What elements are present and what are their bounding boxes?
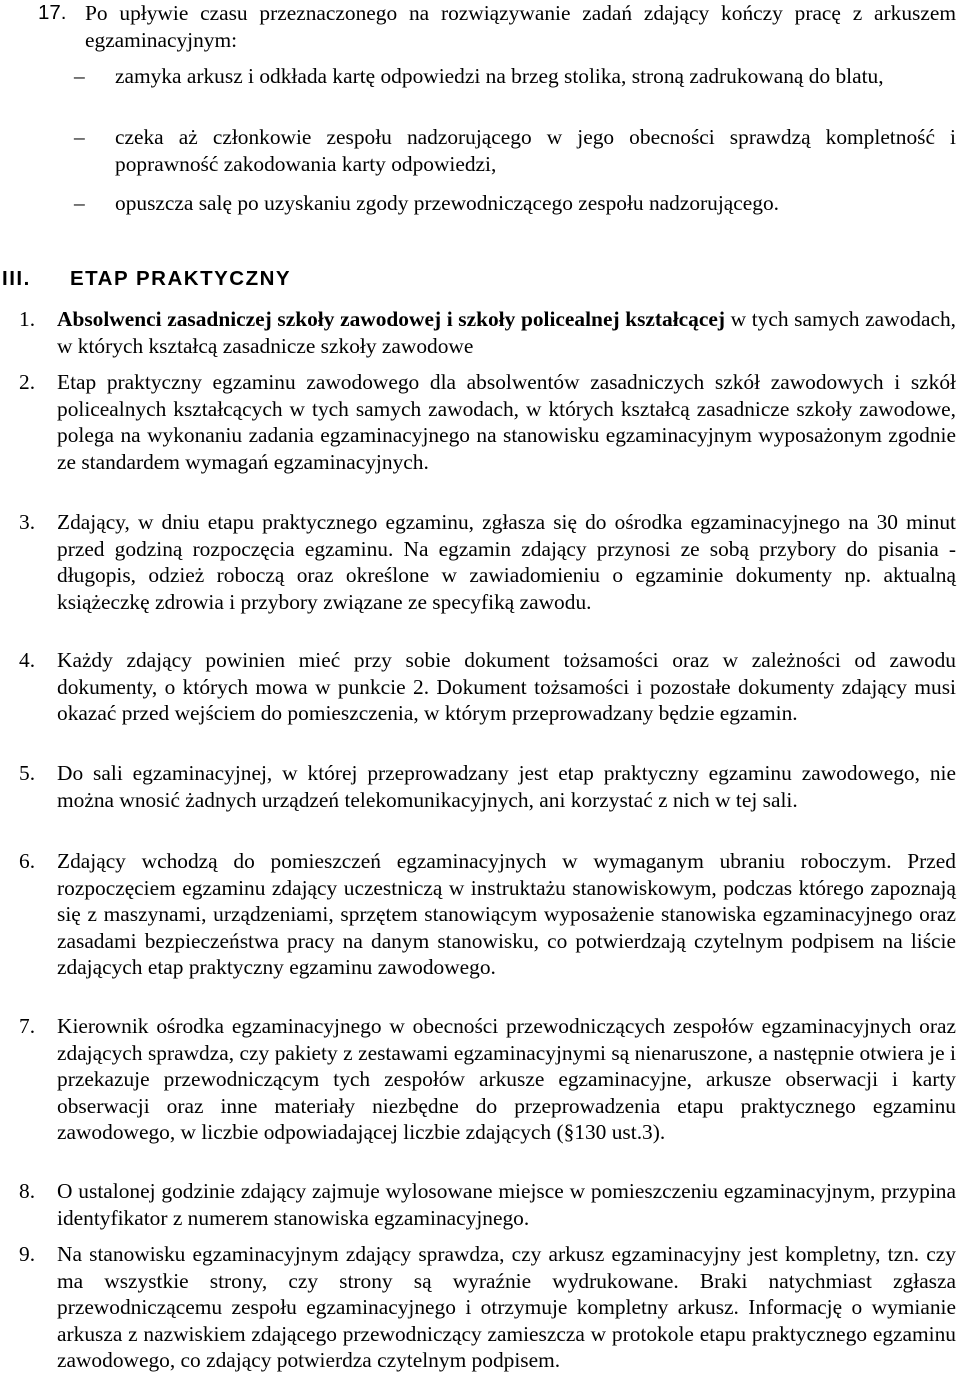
item-number: 5. xyxy=(19,761,36,785)
item-number: 6. xyxy=(19,849,36,873)
item-number: 2. xyxy=(19,370,36,394)
dash-list-item: – zamyka arkusz i odkłada kartę odpowiedzi na brzeg stolika, stroną zadrukowaną do blatu, xyxy=(74,63,956,90)
dash-list xyxy=(74,124,956,177)
item-text: Kierownik ośrodka egzaminacyjnego w obecności przewodniczących zespołów egzaminacyjnych oraz zdających sprawdza, czy pakiety z zestawami egzaminacyjnymi są nienaruszone, a następnie otwiera je i przekazuje przewodniczącym tych zespołów arkusze egzaminacyjne, arkusze obserwacji i karty obserwacji oraz inne materiały niezbędne do przeprowadzenia etapu praktycznego egzaminu zawodowego, w liczbie odpowiadającej liczbie zdających (§130 ust.3). xyxy=(57,1014,956,1145)
numbered-item xyxy=(19,1178,956,1231)
section-number: III. xyxy=(2,267,31,290)
numbered-list xyxy=(19,1178,956,1231)
item-number: 17. xyxy=(38,1,67,24)
numbered-item-17 xyxy=(38,0,956,53)
item-text: w tych samych zawodach, w których kształcą zasadnicze szkoły zawodowe xyxy=(57,307,956,358)
numbered-item xyxy=(19,1241,956,1374)
item-number: 4. xyxy=(19,648,36,672)
item-text: Etap praktyczny egzaminu zawodowego dla absolwentów zasadniczych szkół zawodowych i szkół policealnych kształcących w tych samych zawodach, w których kształcą zasadnicze szkoły zawodowe, polega na wykonaniu zadania egzaminacyjnego na stanowisku egzaminacyjnym wyposażonym zgodnie ze standardem wymagań egzaminacyjnych. xyxy=(57,370,956,474)
item-text-bold: Absolwenci zasadniczej szkoły zawodowej i szkoły policealnej kształcącej xyxy=(57,307,725,331)
item-number: 7. xyxy=(19,1014,36,1038)
dash-list-item: – czeka aż członkowie zespołu nadzorującego w jego obecności sprawdzą kompletność i poprawność zakodowania karty odpowiedzi, xyxy=(74,124,956,177)
item-text: Każdy zdający powinien mieć przy sobie dokument tożsamości oraz w zależności od zawodu dokumenty, o których mowa w punkcie 2. Dokument tożsamości i pozostałe dokumenty zdający musi okazać przed wejściem do pomieszczenia, w którym przeprowadzany będzie egzamin. xyxy=(57,648,956,726)
numbered-list xyxy=(19,848,956,981)
numbered-item xyxy=(19,509,956,615)
section-title: ETAP PRAKTYCZNY xyxy=(70,267,292,290)
item-text: Na stanowisku egzaminacyjnym zdający sprawdza, czy arkusz egzaminacyjny jest kompletny, tzn. czy ma wszystkie strony, czy strony są wyraźnie wydrukowane. Braki natychmiast zgłasza przewodniczącemu zespołu egzaminacyjnego i otrzymuje kompletny arkusz. Informację o wymianie arkusza z nazwiskiem zdającego przewodniczący zamieszcza w protokole etapu praktycznego egzaminu zawodowego, co zdający potwierdza czytelnym podpisem. xyxy=(57,1242,956,1373)
numbered-list xyxy=(19,1241,956,1374)
item-number: 8. xyxy=(19,1179,36,1203)
item-number: 9. xyxy=(19,1242,36,1266)
item-text: Zdający, w dniu etapu praktycznego egzaminu, zgłasza się do ośrodka egzaminacyjnego na 30 minut przed godziną rozpoczęcia egzaminu. Na egzamin zdający przynosi ze sobą przybory do pisania - długopis, odzież roboczą oraz określone w zawiadomieniu o egzaminie dokumenty np. aktualną książeczkę zdrowia i przybory związane ze specyfiką zawodu. xyxy=(57,510,956,614)
item-text: Zdający wchodzą do pomieszczeń egzaminacyjnych w wymaganym ubraniu roboczym. Przed rozpoczęciem egzaminu zdający uczestniczą w instruktażu stanowiskowym, podczas którego zapoznają się z maszynami, urządzeniami, sprzętem stanowiącym wyposażenie stanowiska egzaminacyjnego oraz zasadami bezpieczeństwa pracy na danym stanowisku, co potwierdzają czytelnym podpisem na liście zdających etap praktyczny egzaminu zawodowego. xyxy=(57,849,956,980)
numbered-list xyxy=(19,306,956,359)
dash-list-item: – opuszcza salę po uzyskaniu zgody przewodniczącego zespołu nadzorującego. xyxy=(74,190,956,217)
numbered-item xyxy=(19,647,956,727)
section-heading xyxy=(2,266,291,293)
item-text: Do sali egzaminacyjnej, w której przeprowadzany jest etap praktyczny egzaminu zawodowego, nie można wnosić żadnych urządzeń telekomunikacyjnych, ani korzystać z nich w tej sali. xyxy=(57,761,956,812)
dash-list xyxy=(74,63,956,90)
numbered-list xyxy=(19,369,956,475)
numbered-list xyxy=(19,1013,956,1146)
dash-list xyxy=(74,190,956,217)
item-number: 3. xyxy=(19,510,36,534)
item-number: 1. xyxy=(19,307,36,331)
numbered-item xyxy=(19,369,956,475)
numbered-item xyxy=(19,760,956,813)
item-text: O ustalonej godzinie zdający zajmuje wylosowane miejsce w pomieszczeniu egzaminacyjnym, przypina identyfikator z numerem stanowiska egzaminacyjnego. xyxy=(57,1179,956,1230)
numbered-list xyxy=(19,760,956,813)
numbered-list xyxy=(19,509,956,615)
numbered-item xyxy=(19,848,956,981)
item-text: Po upływie czasu przeznaczonego na rozwiązywanie zadań zdający kończy pracę z arkuszem egzaminacyjnym: xyxy=(85,1,956,52)
numbered-item xyxy=(19,1013,956,1146)
numbered-list xyxy=(19,647,956,727)
numbered-item xyxy=(19,306,956,359)
